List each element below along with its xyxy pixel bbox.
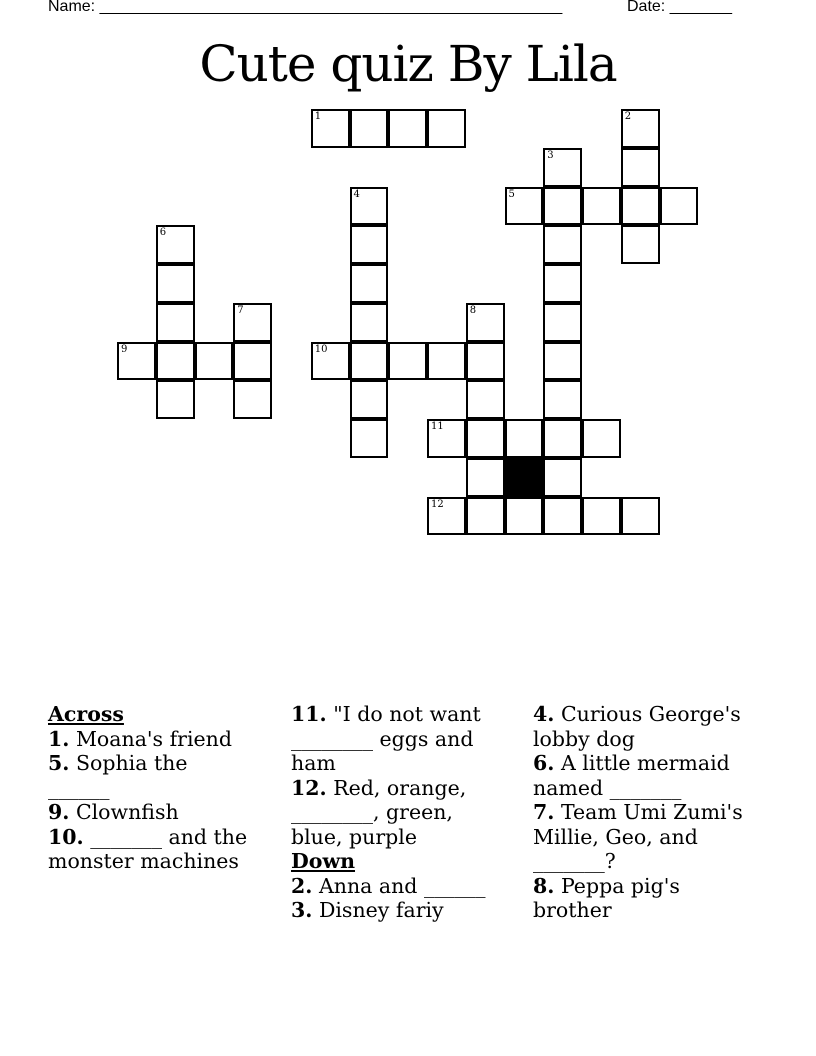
- grid-cell[interactable]: [466, 458, 505, 497]
- clue-number: 11: [431, 421, 444, 432]
- grid-cell[interactable]: [621, 225, 660, 264]
- clue-down-4: 4. Curious George's lobby dog: [533, 702, 741, 751]
- grid-cell[interactable]: [543, 497, 582, 536]
- clue-number: 5: [508, 188, 515, 200]
- grid-cell[interactable]: [233, 342, 272, 381]
- grid-cell[interactable]: [350, 303, 389, 342]
- clue-number: 9: [121, 343, 128, 355]
- grid-cell[interactable]: [621, 497, 660, 536]
- grid-cell[interactable]: [117, 342, 156, 381]
- across-heading: Across: [48, 702, 124, 726]
- grid-cell[interactable]: [427, 109, 466, 148]
- grid-cell[interactable]: [427, 342, 466, 381]
- clue-down-7: 7. Team Umi Zumi's Millie, Geo, and _______?: [533, 800, 743, 873]
- grid-cell[interactable]: [505, 497, 544, 536]
- grid-cell[interactable]: [311, 342, 350, 381]
- grid-cell[interactable]: [621, 148, 660, 187]
- grid-cell[interactable]: [543, 303, 582, 342]
- grid-cell[interactable]: [466, 342, 505, 381]
- black-cell: [505, 458, 544, 497]
- grid-cell[interactable]: [156, 380, 195, 419]
- clue-number: 2: [624, 111, 632, 122]
- clue-down-2: 2. Anna and ______: [291, 873, 486, 898]
- grid-cell[interactable]: [350, 187, 389, 226]
- clue-across-10: 10. _______ and the monster machines: [48, 824, 248, 873]
- clue-number: 3: [547, 149, 554, 161]
- grid-cell[interactable]: [350, 225, 389, 264]
- grid-cell[interactable]: [543, 458, 582, 497]
- grid-cell[interactable]: [582, 419, 621, 458]
- grid-cell[interactable]: [156, 225, 195, 264]
- clue-number: 8: [469, 304, 477, 316]
- clues-column-3: [533, 702, 748, 923]
- grid-cell[interactable]: [505, 419, 544, 458]
- grid-cell[interactable]: [466, 303, 505, 342]
- grid-cell[interactable]: [427, 419, 466, 458]
- grid-cell[interactable]: [388, 109, 427, 148]
- clue-number: 6: [159, 227, 167, 239]
- grid-cell[interactable]: [350, 264, 389, 303]
- grid-cell[interactable]: [233, 380, 272, 419]
- name-field-label: Name: ____________________________________________________: [48, 0, 563, 15]
- grid-cell[interactable]: [621, 187, 660, 226]
- clue-down-3: 3. Disney fariy: [291, 898, 444, 922]
- grid-cell[interactable]: [156, 264, 195, 303]
- date-field-label: Date: _______: [627, 0, 732, 15]
- grid-cell[interactable]: [543, 187, 582, 226]
- grid-cell[interactable]: [621, 109, 660, 148]
- grid-cell[interactable]: [427, 497, 466, 536]
- grid-cell[interactable]: [660, 187, 699, 226]
- clue-down-8: 8. Peppa pig's brother: [533, 873, 680, 922]
- clue-number: 1: [314, 111, 322, 122]
- grid-cell[interactable]: [311, 109, 350, 148]
- grid-cell[interactable]: [466, 497, 505, 536]
- grid-cell[interactable]: [582, 187, 621, 226]
- clue-number: 10: [314, 343, 328, 355]
- down-heading: Down: [291, 849, 356, 873]
- clue-across-5: 5. Sophia the ______: [48, 751, 188, 800]
- clue-across-1: 1. Moana's friend: [48, 726, 232, 751]
- clue-number: 4: [353, 188, 360, 200]
- grid-cell[interactable]: [543, 342, 582, 381]
- clue-across-9: 9. Clownfish: [48, 800, 179, 824]
- grid-cell[interactable]: [156, 342, 195, 381]
- grid-cell[interactable]: [195, 342, 234, 381]
- page-title: Cute quiz By Lila: [199, 35, 617, 93]
- grid-cell[interactable]: [543, 380, 582, 419]
- clue-across-12: 12. Red, orange, ________, green, blue, purple: [291, 775, 467, 849]
- grid-cell[interactable]: [466, 380, 505, 419]
- grid-cell[interactable]: [543, 225, 582, 264]
- grid-cell[interactable]: [543, 419, 582, 458]
- clues-column-2: [291, 702, 491, 923]
- grid-cell[interactable]: [350, 419, 389, 458]
- grid-cell[interactable]: [350, 109, 389, 148]
- grid-cell[interactable]: [233, 303, 272, 342]
- clue-across-11: 11. "I do not want ________ eggs and ham: [291, 702, 481, 775]
- clue-down-6: 6. A little mermaid named _______: [533, 751, 730, 800]
- grid-cell[interactable]: [350, 342, 389, 381]
- clues-column-1: [48, 702, 248, 874]
- grid-cell[interactable]: [466, 419, 505, 458]
- grid-cell[interactable]: [582, 497, 621, 536]
- grid-cell[interactable]: [156, 303, 195, 342]
- grid-cell[interactable]: [350, 380, 389, 419]
- grid-cell[interactable]: [543, 148, 582, 187]
- grid-cell[interactable]: [388, 342, 427, 381]
- grid-cell[interactable]: [543, 264, 582, 303]
- clue-number: 12: [431, 498, 444, 510]
- clue-number: 7: [237, 304, 244, 316]
- grid-cell[interactable]: [505, 187, 544, 226]
